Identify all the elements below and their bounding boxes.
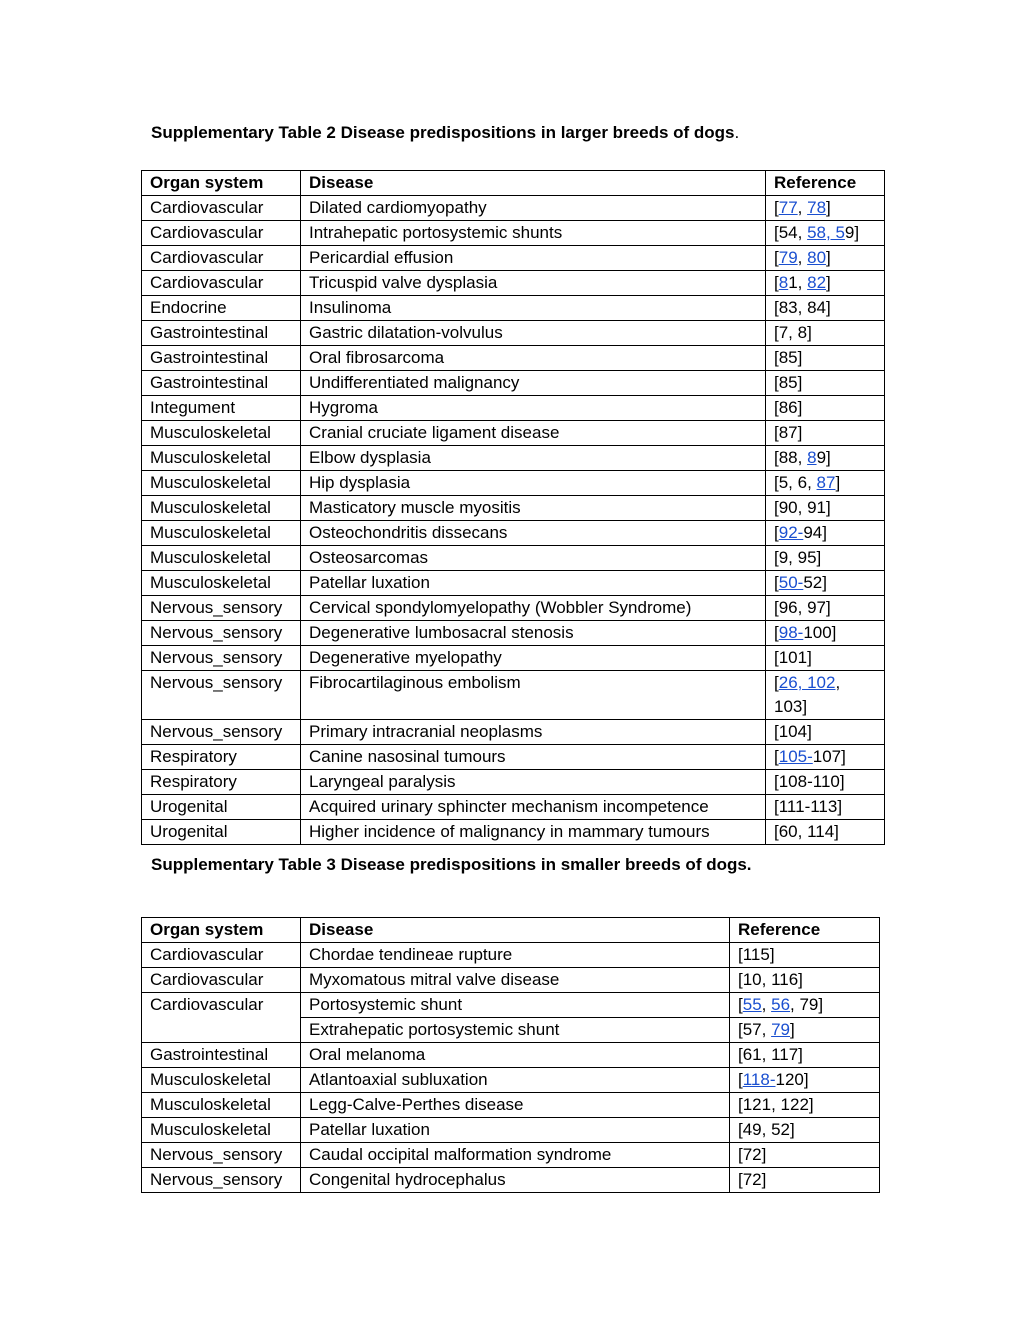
organ-system-cell: Musculoskeletal: [142, 496, 301, 521]
table-row: [142, 596, 885, 621]
reference-text: 100]: [803, 623, 837, 642]
reference-cell: [766, 221, 885, 246]
table-row: [142, 646, 885, 671]
reference-cell: [766, 621, 885, 646]
organ-system-cell: Gastrointestinal: [142, 321, 301, 346]
reference-text: 107]: [812, 747, 846, 766]
header-disease: Disease: [301, 171, 766, 196]
disease-cell: Dilated cardiomyopathy: [301, 196, 766, 221]
table-row: [142, 671, 885, 720]
table3-body: [142, 943, 880, 1193]
organ-system-cell: Endocrine: [142, 296, 301, 321]
reference-text: ]: [826, 273, 831, 292]
disease-cell: Hip dysplasia: [301, 471, 766, 496]
table-row: [142, 221, 885, 246]
table-row: [142, 571, 885, 596]
organ-system-cell: Cardiovascular: [142, 943, 301, 968]
reference-link[interactable]: 55: [742, 995, 762, 1014]
organ-system-cell: Integument: [142, 396, 301, 421]
reference-text: ,: [761, 995, 772, 1014]
disease-cell: Primary intracranial neoplasms: [301, 720, 766, 745]
organ-system-cell: Respiratory: [142, 770, 301, 795]
reference-cell: [766, 196, 885, 221]
organ-system-cell: Cardiovascular: [142, 196, 301, 221]
disease-cell: Congenital hydrocephalus: [301, 1168, 730, 1193]
disease-cell: Tricuspid valve dysplasia: [301, 271, 766, 296]
table2-body: [142, 196, 885, 845]
disease-cell: Cranial cruciate ligament disease: [301, 421, 766, 446]
table-row: [142, 770, 885, 795]
reference-text: [: [774, 273, 779, 292]
reference-text: [90, 91]: [774, 498, 831, 517]
organ-system-cell: Gastrointestinal: [142, 346, 301, 371]
disease-cell: Osteochondritis dissecans: [301, 521, 766, 546]
reference-text: [88,: [774, 448, 808, 467]
reference-text: [101]: [774, 648, 812, 667]
organ-system-cell: Gastrointestinal: [142, 371, 301, 396]
reference-cell: [766, 271, 885, 296]
organ-system-cell: Nervous_sensory: [142, 720, 301, 745]
reference-text: [54,: [774, 223, 808, 242]
reference-text: [85]: [774, 373, 803, 392]
reference-text: [115]: [738, 945, 775, 964]
organ-system-cell: Nervous_sensory: [142, 1168, 301, 1193]
header-reference: Reference: [766, 171, 885, 196]
reference-text: [: [774, 747, 779, 766]
reference-text: [: [738, 995, 743, 1014]
table-row: [142, 968, 880, 993]
reference-cell: [766, 446, 885, 471]
reference-text: [104]: [774, 722, 812, 741]
table-row: [142, 1068, 880, 1093]
reference-text: 94]: [803, 523, 827, 542]
reference-text: [86]: [774, 398, 803, 417]
reference-cell: [766, 346, 885, 371]
reference-cell: [766, 770, 885, 795]
organ-system-cell: Cardiovascular: [142, 271, 301, 296]
reference-link[interactable]: 77: [778, 198, 798, 217]
reference-text: , 79]: [790, 995, 824, 1014]
reference-cell: [766, 596, 885, 621]
disease-cell: Myxomatous mitral valve disease: [301, 968, 730, 993]
reference-text: [96, 97]: [774, 598, 831, 617]
organ-system-cell: Nervous_sensory: [142, 621, 301, 646]
reference-text: ,: [797, 198, 808, 217]
organ-system-cell: Musculoskeletal: [142, 1093, 301, 1118]
table-row: [142, 396, 885, 421]
reference-cell: [766, 521, 885, 546]
reference-link[interactable]: 80: [807, 248, 827, 267]
table3-caption: Supplementary Table 3 Disease predispositions in smaller breeds of dogs.: [151, 855, 752, 874]
disease-cell: Hygroma: [301, 396, 766, 421]
reference-text: [7, 8]: [774, 323, 812, 342]
disease-cell: Canine nasosinal tumours: [301, 745, 766, 770]
organ-system-cell: Urogenital: [142, 795, 301, 820]
reference-text: ]: [826, 198, 831, 217]
disease-cell: Elbow dysplasia: [301, 446, 766, 471]
table2-caption-text: Supplementary Table 2 Disease predispositions in larger breeds of dogs: [151, 123, 735, 142]
organ-system-cell: Nervous_sensory: [142, 1143, 301, 1168]
reference-cell: [730, 1093, 880, 1118]
disease-cell: Legg-Calve-Perthes disease: [301, 1093, 730, 1118]
reference-text: [: [738, 1070, 743, 1089]
reference-cell: [766, 371, 885, 396]
organ-system-cell: Musculoskeletal: [142, 471, 301, 496]
reference-text: [9, 95]: [774, 548, 822, 567]
reference-link[interactable]: 56: [771, 995, 791, 1014]
reference-text: [85]: [774, 348, 803, 367]
organ-system-cell: Respiratory: [142, 745, 301, 770]
table-row: [142, 1168, 880, 1193]
table-row: [142, 346, 885, 371]
organ-system-cell: Musculoskeletal: [142, 421, 301, 446]
disease-cell: Laryngeal paralysis: [301, 770, 766, 795]
table2-caption-tail: .: [734, 123, 740, 142]
reference-text: ]: [835, 473, 841, 492]
table-row: [142, 421, 885, 446]
table-row: [142, 943, 880, 968]
reference-text: [: [774, 623, 779, 642]
reference-cell: [766, 571, 885, 596]
table-row: [142, 521, 885, 546]
organ-system-cell: Cardiovascular: [142, 221, 301, 246]
organ-system-cell: Musculoskeletal: [142, 446, 301, 471]
table-row: [142, 446, 885, 471]
reference-text: 103]: [774, 697, 808, 716]
disease-cell: Oral melanoma: [301, 1043, 730, 1068]
table-row: [142, 795, 885, 820]
reference-text: ]: [826, 248, 831, 267]
reference-cell: [766, 820, 885, 845]
reference-cell: [730, 1043, 880, 1068]
reference-text: ]: [790, 1020, 795, 1039]
reference-cell: [766, 496, 885, 521]
organ-system-cell: Cardiovascular: [142, 246, 301, 271]
table-row: [142, 321, 885, 346]
reference-text: 120]: [775, 1070, 809, 1089]
organ-system-cell: Cardiovascular: [142, 968, 301, 993]
reference-link[interactable]: 26, 102: [778, 673, 836, 692]
reference-text: [111-113]: [774, 797, 843, 816]
table3: [141, 917, 880, 1193]
table-row: [142, 371, 885, 396]
reference-text: [83, 84]: [774, 298, 831, 317]
reference-text: ,: [835, 673, 841, 692]
table-row: [142, 496, 885, 521]
organ-system-cell: [142, 1018, 301, 1043]
reference-cell: [730, 1168, 880, 1193]
disease-cell: Patellar luxation: [301, 1118, 730, 1143]
reference-cell: [766, 471, 885, 496]
reference-text: [72]: [738, 1170, 767, 1189]
reference-cell: [730, 968, 880, 993]
table-row: [142, 820, 885, 845]
reference-text: [: [774, 248, 779, 267]
reference-link[interactable]: 50-: [778, 573, 804, 592]
reference-link[interactable]: 92-: [778, 523, 804, 542]
reference-text: [108-110]: [774, 772, 845, 791]
disease-cell: Caudal occipital malformation syndrome: [301, 1143, 730, 1168]
reference-cell: [766, 720, 885, 745]
organ-system-cell: Urogenital: [142, 820, 301, 845]
reference-link[interactable]: 8: [778, 273, 789, 292]
reference-text: [121, 122]: [738, 1095, 814, 1114]
header-organ-system: Organ system: [142, 171, 301, 196]
reference-cell: [766, 646, 885, 671]
disease-cell: Extrahepatic portosystemic shunt: [301, 1018, 730, 1043]
organ-system-cell: Musculoskeletal: [142, 571, 301, 596]
reference-link[interactable]: 79: [778, 248, 798, 267]
reference-link[interactable]: 79: [771, 1020, 791, 1039]
disease-cell: Acquired urinary sphincter mechanism incompetence: [301, 795, 766, 820]
reference-cell: [730, 1068, 880, 1093]
reference-link[interactable]: 78: [807, 198, 827, 217]
disease-cell: Portosystemic shunt: [301, 993, 730, 1018]
disease-cell: Oral fibrosarcoma: [301, 346, 766, 371]
reference-text: [10, 116]: [738, 970, 803, 989]
table-row: [142, 1093, 880, 1118]
reference-cell: [766, 396, 885, 421]
reference-link[interactable]: 87: [816, 473, 836, 492]
reference-cell: [766, 296, 885, 321]
reference-text: [61, 117]: [738, 1045, 803, 1064]
disease-cell: Gastric dilatation-volvulus: [301, 321, 766, 346]
organ-system-cell: Nervous_sensory: [142, 646, 301, 671]
disease-cell: Intrahepatic portosystemic shunts: [301, 221, 766, 246]
header-reference: Reference: [730, 918, 880, 943]
table2: [141, 170, 885, 845]
reference-cell: [766, 745, 885, 770]
table-row: [142, 745, 885, 770]
reference-cell: [730, 1018, 880, 1043]
reference-link[interactable]: 58, 5: [807, 223, 845, 242]
reference-text: 52]: [803, 573, 827, 592]
reference-cell: [730, 1143, 880, 1168]
disease-cell: Fibrocartilaginous embolism: [301, 671, 766, 720]
organ-system-cell: Nervous_sensory: [142, 596, 301, 621]
disease-cell: Osteosarcomas: [301, 546, 766, 571]
organ-system-cell: Musculoskeletal: [142, 1118, 301, 1143]
organ-system-cell: Cardiovascular: [142, 993, 301, 1018]
header-disease: Disease: [301, 918, 730, 943]
table-row: [142, 1043, 880, 1068]
table-row: [142, 1143, 880, 1168]
disease-cell: Chordae tendineae rupture: [301, 943, 730, 968]
table3-header-row: [142, 918, 880, 943]
table-row: [142, 621, 885, 646]
reference-text: [: [774, 673, 779, 692]
reference-cell: [766, 795, 885, 820]
reference-text: 9]: [844, 223, 860, 242]
organ-system-cell: Musculoskeletal: [142, 546, 301, 571]
table-row: [142, 296, 885, 321]
disease-cell: Atlantoaxial subluxation: [301, 1068, 730, 1093]
reference-cell: [766, 671, 885, 720]
table-row: [142, 1118, 880, 1143]
disease-cell: Insulinoma: [301, 296, 766, 321]
reference-cell: [730, 993, 880, 1018]
reference-cell: [766, 421, 885, 446]
reference-cell: [766, 546, 885, 571]
disease-cell: Degenerative lumbosacral stenosis: [301, 621, 766, 646]
organ-system-cell: Musculoskeletal: [142, 1068, 301, 1093]
reference-text: [57,: [738, 1020, 772, 1039]
table-row: [142, 993, 880, 1018]
reference-link[interactable]: 118-: [742, 1070, 776, 1089]
reference-text: 1,: [788, 273, 808, 292]
reference-cell: [766, 321, 885, 346]
table2-caption: [151, 123, 739, 143]
reference-cell: [730, 1118, 880, 1143]
reference-link[interactable]: 105-: [778, 747, 813, 766]
reference-link[interactable]: 82: [807, 273, 827, 292]
disease-cell: Degenerative myelopathy: [301, 646, 766, 671]
table-row: [142, 271, 885, 296]
table-row: [142, 1018, 880, 1043]
reference-link[interactable]: 8: [807, 448, 817, 467]
reference-text: [: [774, 198, 779, 217]
table-row: [142, 471, 885, 496]
disease-cell: Cervical spondylomyelopathy (Wobbler Syndrome): [301, 596, 766, 621]
disease-cell: Pericardial effusion: [301, 246, 766, 271]
disease-cell: Masticatory muscle myositis: [301, 496, 766, 521]
table-row: [142, 546, 885, 571]
organ-system-cell: Gastrointestinal: [142, 1043, 301, 1068]
reference-text: [: [774, 523, 779, 542]
disease-cell: Undifferentiated malignancy: [301, 371, 766, 396]
reference-text: [: [774, 573, 779, 592]
disease-cell: Patellar luxation: [301, 571, 766, 596]
header-organ-system: Organ system: [142, 918, 301, 943]
reference-text: ,: [797, 248, 808, 267]
reference-text: [72]: [738, 1145, 767, 1164]
reference-cell: [766, 246, 885, 271]
reference-text: [87]: [774, 423, 803, 442]
reference-text: [5, 6,: [774, 473, 817, 492]
table-row: [142, 246, 885, 271]
table-row: [142, 196, 885, 221]
table2-header-row: [142, 171, 885, 196]
reference-text: 9]: [816, 448, 831, 467]
organ-system-cell: Musculoskeletal: [142, 521, 301, 546]
reference-link[interactable]: 98-: [778, 623, 804, 642]
table-row: [142, 720, 885, 745]
reference-cell: [730, 943, 880, 968]
organ-system-cell: Nervous_sensory: [142, 671, 301, 720]
disease-cell: Higher incidence of malignancy in mammary tumours: [301, 820, 766, 845]
reference-text: [60, 114]: [774, 822, 839, 841]
reference-text: [49, 52]: [738, 1120, 795, 1139]
